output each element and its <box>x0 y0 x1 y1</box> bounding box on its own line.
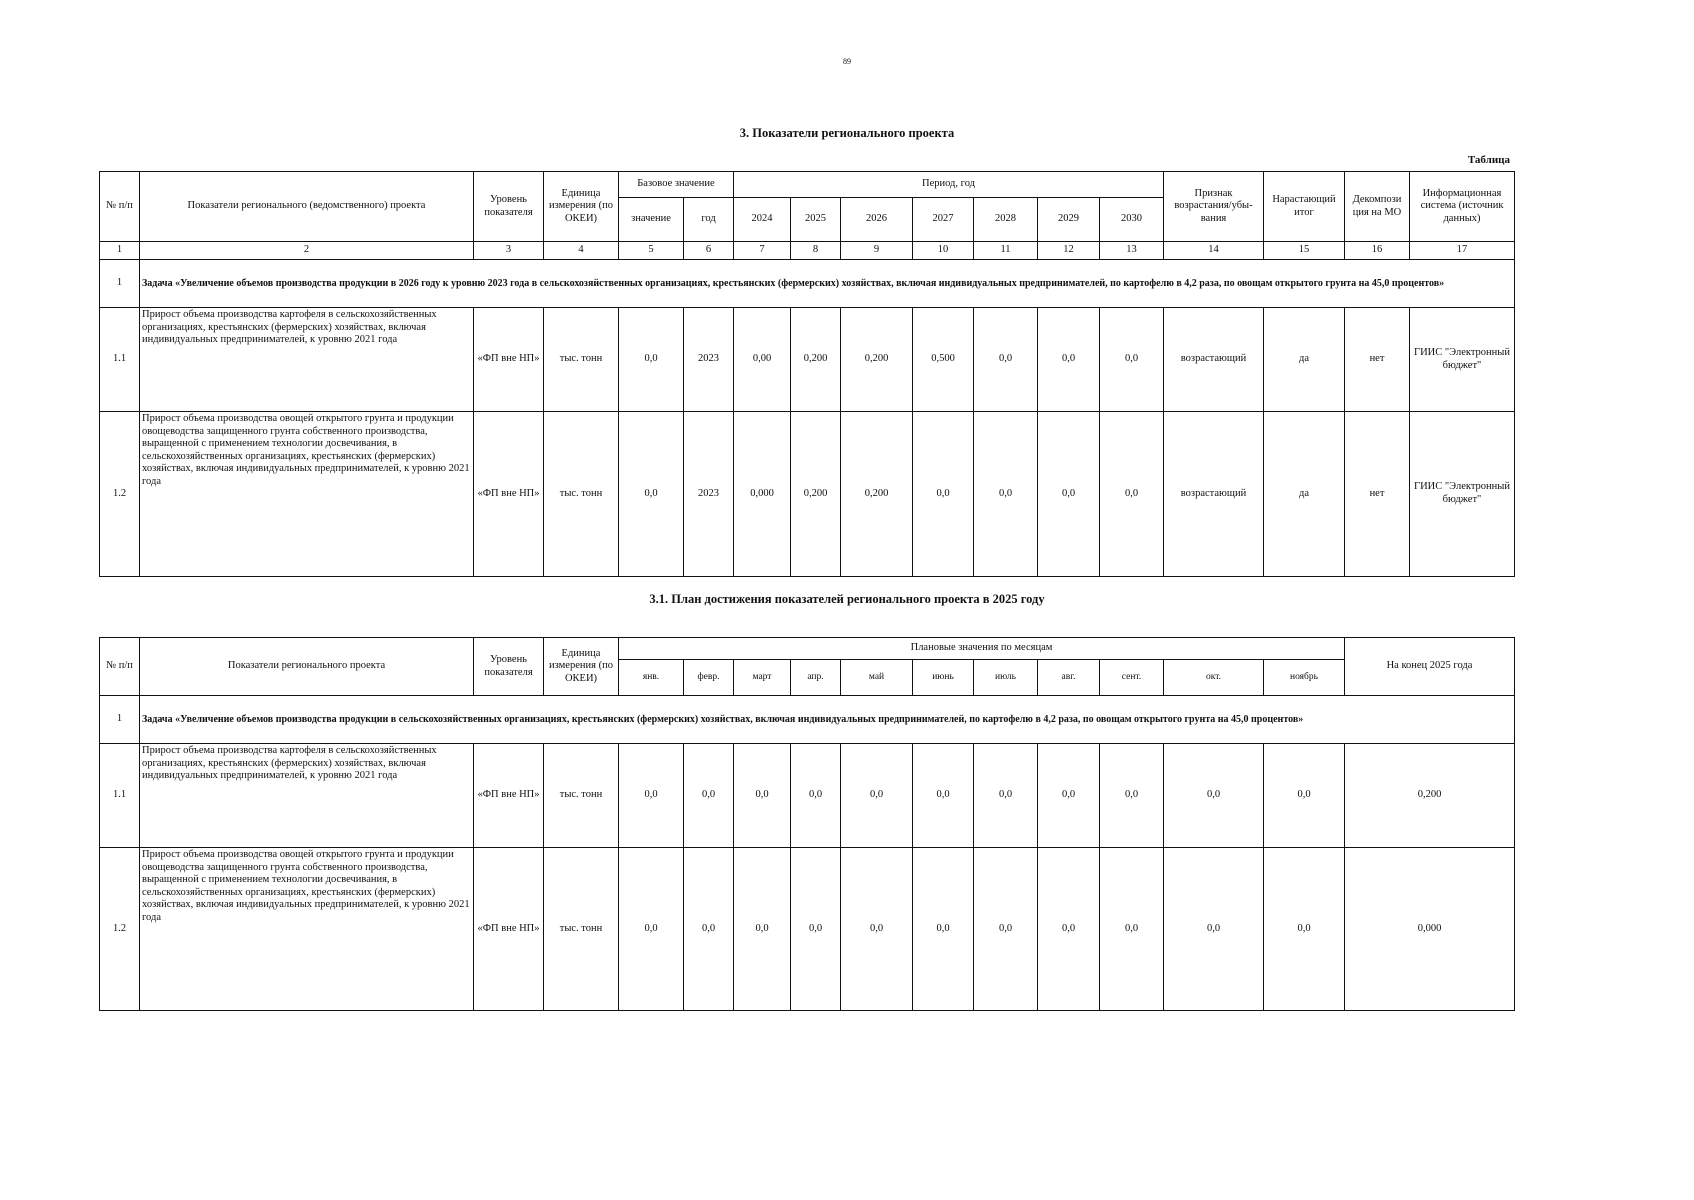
table-row <box>100 744 1515 848</box>
unit: тыс. тонн <box>544 848 619 1011</box>
column-number: 5 <box>619 242 684 260</box>
cumulative: да <box>1264 308 1345 412</box>
task-text: Задача «Увеличение объемов производства продукции в 2026 году к уровню 2023 года в сельскохозяйственных организациях, крестьянских (фермерских) хозяйствах, включая индивидуальных предпринимателей, по картофелю в 4,2 раза, по овощам открытого грунта на 45,0 процентов» <box>140 260 1515 308</box>
col-month-header: янв. <box>619 660 684 696</box>
col-year-header: 2025 <box>791 198 841 242</box>
page-number: 89 <box>843 57 851 66</box>
col-num-header: № п/п <box>100 172 140 242</box>
col-info-system-header: Информационная система (источник данных) <box>1410 172 1515 242</box>
month-value: 0,0 <box>619 744 684 848</box>
month-value: 0,0 <box>619 848 684 1011</box>
decomposition: нет <box>1345 412 1410 577</box>
row-number: 1.2 <box>100 848 140 1011</box>
month-value: 0,0 <box>841 848 913 1011</box>
col-num-header: № п/п <box>100 638 140 696</box>
task-row <box>100 260 1515 308</box>
header-row <box>100 172 1515 198</box>
col-year-header: 2026 <box>841 198 913 242</box>
col-month-header: апр. <box>791 660 841 696</box>
section1-title: 3. Показатели регионального проекта <box>739 126 955 140</box>
column-number: 1 <box>100 242 140 260</box>
year-value: 0,000 <box>734 412 791 577</box>
row-number: 1.1 <box>100 744 140 848</box>
col-year-header: 2027 <box>913 198 974 242</box>
col-month-header: февр. <box>684 660 734 696</box>
year-value: 0,0 <box>1100 412 1164 577</box>
year-end-value: 0,000 <box>1345 848 1515 1011</box>
month-value: 0,0 <box>913 848 974 1011</box>
col-year-header: 2028 <box>974 198 1038 242</box>
column-number: 17 <box>1410 242 1515 260</box>
col-year-header: 2024 <box>734 198 791 242</box>
year-value: 0,200 <box>791 308 841 412</box>
month-value: 0,0 <box>913 744 974 848</box>
indicators-table <box>99 171 1515 577</box>
info-system: ГИИС "Электронный бюджет" <box>1410 308 1515 412</box>
col-month-header: март <box>734 660 791 696</box>
trend: возрастающий <box>1164 412 1264 577</box>
month-value: 0,0 <box>974 848 1038 1011</box>
month-value: 0,0 <box>1164 744 1264 848</box>
trend: возрастающий <box>1164 308 1264 412</box>
indicator-name: Прирост объема производства овощей открытого грунта и продукции овощеводства защищенного грунта собственного производства, выращенной с применением технологии досвечивания, в сельскохозяйственных организациях, крестьянских (фермерских) хозяйствах, включая индивидуальных предпринимателей, к уровню 2021 года <box>140 412 474 577</box>
column-number: 12 <box>1038 242 1100 260</box>
col-base-value-header: значение <box>619 198 684 242</box>
column-number: 3 <box>474 242 544 260</box>
col-month-header: ноябрь <box>1264 660 1345 696</box>
col-month-header: сент. <box>1100 660 1164 696</box>
col-cumulative-header: Нарастающий итог <box>1264 172 1345 242</box>
column-number: 15 <box>1264 242 1345 260</box>
indicator-name: Прирост объема производства картофеля в сельскохозяйственных организациях, крестьянских (фермерских) хозяйствах, включая индивидуальных предпринимателей, к уровню 2021 года <box>140 308 474 412</box>
col-level-header: Уровень показателя <box>474 638 544 696</box>
year-value: 0,0 <box>913 412 974 577</box>
info-system: ГИИС "Электронный бюджет" <box>1410 412 1515 577</box>
indicator-level: «ФП вне НП» <box>474 308 544 412</box>
row-number: 1.2 <box>100 412 140 577</box>
section2-title: 3.1. План достижения показателей регионального проекта в 2025 году <box>649 592 1045 606</box>
indicator-level: «ФП вне НП» <box>474 848 544 1011</box>
year-value: 0,200 <box>791 412 841 577</box>
year-value: 0,200 <box>841 308 913 412</box>
month-value: 0,0 <box>1100 848 1164 1011</box>
month-value: 0,0 <box>734 744 791 848</box>
column-number: 7 <box>734 242 791 260</box>
month-value: 0,0 <box>791 744 841 848</box>
base-year: 2023 <box>684 308 734 412</box>
column-number: 11 <box>974 242 1038 260</box>
task-text: Задача «Увеличение объемов производства продукции в сельскохозяйственных организациях, крестьянских (фермерских) хозяйствах, включая индивидуальных предпринимателей, по картофелю в 4,2 раза, по овощам открытого грунта на 45,0 процентов» <box>140 696 1515 744</box>
month-value: 0,0 <box>841 744 913 848</box>
task-row <box>100 696 1515 744</box>
year-value: 0,0 <box>1038 308 1100 412</box>
indicator-name: Прирост объема производства картофеля в сельскохозяйственных организациях, крестьянских (фермерских) хозяйствах, включая индивидуальных предпринимателей, к уровню 2021 года <box>140 744 474 848</box>
year-value: 0,0 <box>974 412 1038 577</box>
unit: тыс. тонн <box>544 744 619 848</box>
col-month-header: окт. <box>1164 660 1264 696</box>
year-value: 0,500 <box>913 308 974 412</box>
table-caption: Таблица <box>1467 154 1510 166</box>
column-number: 13 <box>1100 242 1164 260</box>
column-number: 8 <box>791 242 841 260</box>
month-value: 0,0 <box>1038 744 1100 848</box>
header-row <box>100 638 1515 660</box>
col-year-header: 2029 <box>1038 198 1100 242</box>
col-unit-header: Единица измерения (по ОКЕИ) <box>544 638 619 696</box>
year-value: 0,200 <box>841 412 913 577</box>
unit: тыс. тонн <box>544 412 619 577</box>
base-value-group-header: Базовое значение <box>619 172 734 198</box>
column-number: 16 <box>1345 242 1410 260</box>
table-row <box>100 848 1515 1011</box>
indicator-level: «ФП вне НП» <box>474 412 544 577</box>
month-value: 0,0 <box>684 744 734 848</box>
table-row <box>100 412 1515 577</box>
base-year: 2023 <box>684 412 734 577</box>
col-trend-header: Признак возрастания/убы-вания <box>1164 172 1264 242</box>
col-month-header: май <box>841 660 913 696</box>
unit: тыс. тонн <box>544 308 619 412</box>
cumulative: да <box>1264 412 1345 577</box>
col-year-header: 2030 <box>1100 198 1164 242</box>
task-number: 1 <box>100 260 140 308</box>
month-value: 0,0 <box>974 744 1038 848</box>
month-value: 0,0 <box>1100 744 1164 848</box>
month-value: 0,0 <box>1264 744 1345 848</box>
indicator-level: «ФП вне НП» <box>474 744 544 848</box>
col-month-header: авг. <box>1038 660 1100 696</box>
year-value: 0,0 <box>974 308 1038 412</box>
period-group-header: Период, год <box>734 172 1164 198</box>
year-value: 0,0 <box>1038 412 1100 577</box>
column-number: 4 <box>544 242 619 260</box>
base-value: 0,0 <box>619 412 684 577</box>
year-value: 0,00 <box>734 308 791 412</box>
base-value: 0,0 <box>619 308 684 412</box>
col-month-header: июль <box>974 660 1038 696</box>
year-end-value: 0,200 <box>1345 744 1515 848</box>
row-number: 1.1 <box>100 308 140 412</box>
month-value: 0,0 <box>1164 848 1264 1011</box>
task-number: 1 <box>100 696 140 744</box>
month-value: 0,0 <box>684 848 734 1011</box>
months-group-header: Плановые значения по месяцам <box>619 638 1345 660</box>
month-value: 0,0 <box>1264 848 1345 1011</box>
col-unit-header: Единица измерения (по ОКЕИ) <box>544 172 619 242</box>
column-number: 14 <box>1164 242 1264 260</box>
month-value: 0,0 <box>734 848 791 1011</box>
column-number-row <box>100 242 1515 260</box>
col-month-header: июнь <box>913 660 974 696</box>
month-value: 0,0 <box>1038 848 1100 1011</box>
column-number: 9 <box>841 242 913 260</box>
col-base-year-header: год <box>684 198 734 242</box>
col-year-end-header: На конец 2025 года <box>1345 638 1515 696</box>
col-indicator-header: Показатели регионального (ведомственного) проекта <box>140 172 474 242</box>
indicator-name: Прирост объема производства овощей открытого грунта и продукции овощеводства защищенного грунта собственного производства, выращенной с применением технологии досвечивания, в сельскохозяйственных организациях, крестьянских (фермерских) хозяйствах, включая индивидуальных предпринимателей, к уровню 2021 года <box>140 848 474 1011</box>
col-level-header: Уровень показателя <box>474 172 544 242</box>
monthly-plan-table <box>99 637 1515 1011</box>
col-decomposition-header: Декомпози ция на МО <box>1345 172 1410 242</box>
year-value: 0,0 <box>1100 308 1164 412</box>
decomposition: нет <box>1345 308 1410 412</box>
column-number: 6 <box>684 242 734 260</box>
col-indicator-header: Показатели регионального проекта <box>140 638 474 696</box>
column-number: 2 <box>140 242 474 260</box>
column-number: 10 <box>913 242 974 260</box>
table-row <box>100 308 1515 412</box>
month-value: 0,0 <box>791 848 841 1011</box>
